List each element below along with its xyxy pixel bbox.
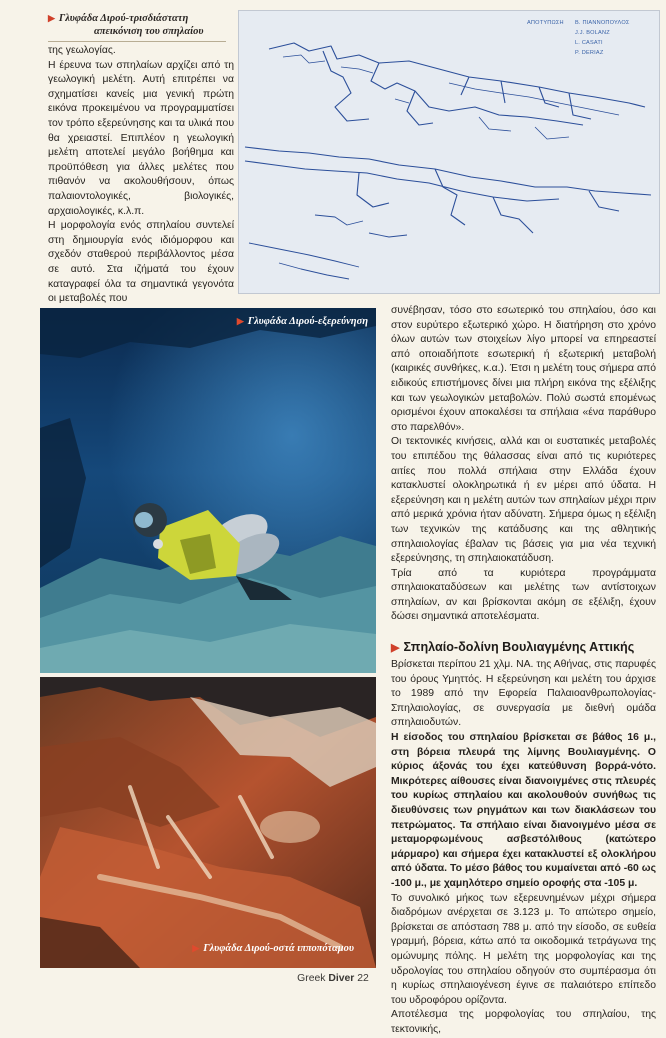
caption-bullet-icon: ▶ [48,13,55,23]
diver-illustration [40,308,376,673]
cave-bones-illustration [40,677,376,968]
footer-page-number: 22 [357,973,369,984]
bones-caption-bullet-icon: ▶ [192,943,200,953]
bones-photo-caption-text: Γλυφάδα Διρού-οστά ιπποπόταμου [203,943,354,954]
caption-rule [48,41,226,42]
section-heading-text: Σπηλαίο-δολίνη Βουλιαγμένης Αττικής [403,640,635,655]
cave-passage-drawing [239,11,659,293]
right-text-column [391,304,656,1038]
map-caption-line-1: Γλυφάδα Διρού-τρισδιάστατη [58,13,189,24]
left-paragraph-1: της γεωλογίας. [48,45,116,56]
map-caption [48,12,238,38]
bones-photo [40,677,376,968]
map-credit-name-1: Β. ΠΙΑΝΝΟΠΟΥΛΟΣ [575,20,630,26]
map-credit-name-2: J.J. BOLANZ [575,30,610,36]
map-credit-name-3: L. CASATI [575,40,603,46]
section-paragraph-2-bold: Η είσοδος του σπηλαίου βρίσκεται σε βάθος 16 μ., στη βόρεια πλευρά της λίμνης Βουλιαγμένης. Ο κύριος άξονάς του έχει κατεύθυνση βορρά-νότο. Μικρότερες αίθουσες είναι διανοιγμένες στις πλευρές του κυρίως σπηλαίου και ακολουθούν συνήθως τις διευθύνσεις των ρηγμάτων και των διακλάσεων του πετρώματος. Τα σπήλαιο είναι διανοιγμένο μέσα σε μεταμορφωμένους ασβεστόλιθους (κατώτερο μάρμαρο) και σήμερα έχει κατακλυστεί εξ ολοκλήρου από ύδατα. Το μέσο βάθος του κυμαίνεται από -60 ως -100 μ., με χαμηλότερο σημείο οροφής στα -105 μ. [391,732,656,889]
map-credit-name-4: P. DERIAZ [575,50,604,56]
map-caption-line-2: απεικόνιση του σπηλαίου [94,26,204,37]
dive-photo [40,308,376,673]
lower-passage-detail [249,215,407,279]
right-paragraph-3: Τρία από τα κυριότερα προγράμματα σπηλαιοκαταδύσεων και μελέτης των αντίστοιχων σπηλαίων, αν και βρίσκονται ακόμη σε εξέλιξη, έχουν δώσει σημαντικά αποτελέσματα. [391,567,656,623]
section-paragraph-3: Το συνολικό μήκος των εξερευνημένων μέχρι σήμερα διαδρόμων ανέρχεται σε 3.123 μ. Το απώτερο σημείο, βρίσκεται σε απόσταση 788 μ. από την είσοδο, σε ευθεία γραμμή, βόρεια, κάτω από τα οικοδομικά τετράγωνα της ομώνυμης πόλης. Η μελέτη της μορφολογίας και της υδρολογίας του σπηλαίου οδηγούν στο συμπέρασμα ότι η κυρίως σπηλαιογένεση έγινε σε παλαιότερο επίπεδο του υδροφόρου ορίζοντα. [391,892,656,1006]
lower-passage-outline [245,147,651,233]
upper-passage-outline [269,43,645,125]
footer-magazine: Greek [297,973,326,984]
bones-photo-caption [192,943,354,954]
section-heading [391,639,656,656]
left-paragraph-2: Η έρευνα των σπηλαίων αρχίζει από τη γεωλογική μελέτη. Αυτή επιτρέπει να σχηματίσει κανείς μια γενική πρώτη εικόνα προκειμένου να προγραμματίσει τον τρόπο εξερεύνησης και τα υλικά που θα χρειαστεί. Επιπλέον η γεωλογική μελέτη αποτελεί μεγάλο βοήθημα και προϋπόθεση για άλλες μελέτες που πιθανόν να ακολουθήσουν, όπως παλαιοντολογικές, βιολογικές, αρχαιολογικές, κ.λ.π. [48,59,234,217]
section-paragraph-4: Αποτέλεσμα της μορφολογίας του σπηλαίου, της τεκτονικής, [391,1009,656,1035]
left-paragraph-3: Η μορφολογία ενός σπηλαίου συντελεί στη δημιουργία ενός ιδιόμορφου και σχεδόν σταθερού περιβάλλοντος μέσα σε αυτό. Στα ιζήματά του έχουν καταγραφεί όλα τα σημαντικά γεγονότα οι μεταβολές που [48,220,234,305]
dive-caption-bullet-icon: ▶ [236,316,244,326]
dive-photo-caption [237,316,368,327]
footer-brand: Diver [328,973,355,984]
left-text-column [48,44,234,307]
page-footer [0,973,666,984]
map-credit-label: ΑΠΟΤΥΠΩΣΗ [527,20,564,26]
right-paragraph-2: Οι τεκτονικές κινήσεις, αλλά και οι ευστατικές μεταβολές του επιπέδου της θάλασσας είναι από τις κυριότερες αιτίες που πολλά σπήλαια στην Ελλάδα έχουν κατακλυστεί ολοκληρωτικά ή εν μέρει από ύδατα. Η εξερεύνηση και η μελέτη αυτών των σπηλαίων μέχρι πριν από μερικά χρόνια ήταν αδύνατη. Σήμερα όμως η εξέλιξη των τεχνικών της κατάδυσης και της αθλητικής σπηλαιολογίας έβαλαν τις βάσεις για μια νέα τεχνική εξερεύνησης, τη σπηλαιοκατάδυση. [391,436,656,565]
upper-passage-detail [283,55,619,139]
right-paragraph-1: συνέβησαν, τόσο στο εσωτερικό του σπηλαίου, όσο και στον ευρύτερο εξωτερικό χώρο. Η διατήρηση στο χρόνο όλων αυτών των στοιχείων λίγο μπορεί να επηρεαστεί από οποιαδήποτε εσωτερική ή εξωτερική μεταβολή (καιρικές συνθήκες, κ.α.). Έτσι η μελέτη τους σήμερα από ειδικούς επιστήμονες δίνει μια πλήρη εικόνα της εξέλιξης και των γεωλογικών μεταβολών. Πολύ σωστά επομένως ορισμένοι έχουν αποκαλέσει τα σπήλαια «ένα παράθυρο στο παρελθόν». [391,305,656,433]
dive-photo-caption-text: Γλυφάδα Διρού-εξερεύνηση [247,316,368,327]
heading-bullet-icon: ▶ [391,642,400,655]
cave-3d-map [238,10,660,294]
section-paragraph-1: Βρίσκεται περίπου 21 χλμ. ΝΑ. της Αθήνας, στις παρυφές του όρους Υμηττός. Η εξερεύνηση και μελέτη του άρχισε το 1989 από την Εφορεία Παλαιοανθρωπολογίας-Σπηλαιολογίας, σε συνεργασία με διεθνή ομάδα σπηλαιοδυτών. [391,659,656,729]
